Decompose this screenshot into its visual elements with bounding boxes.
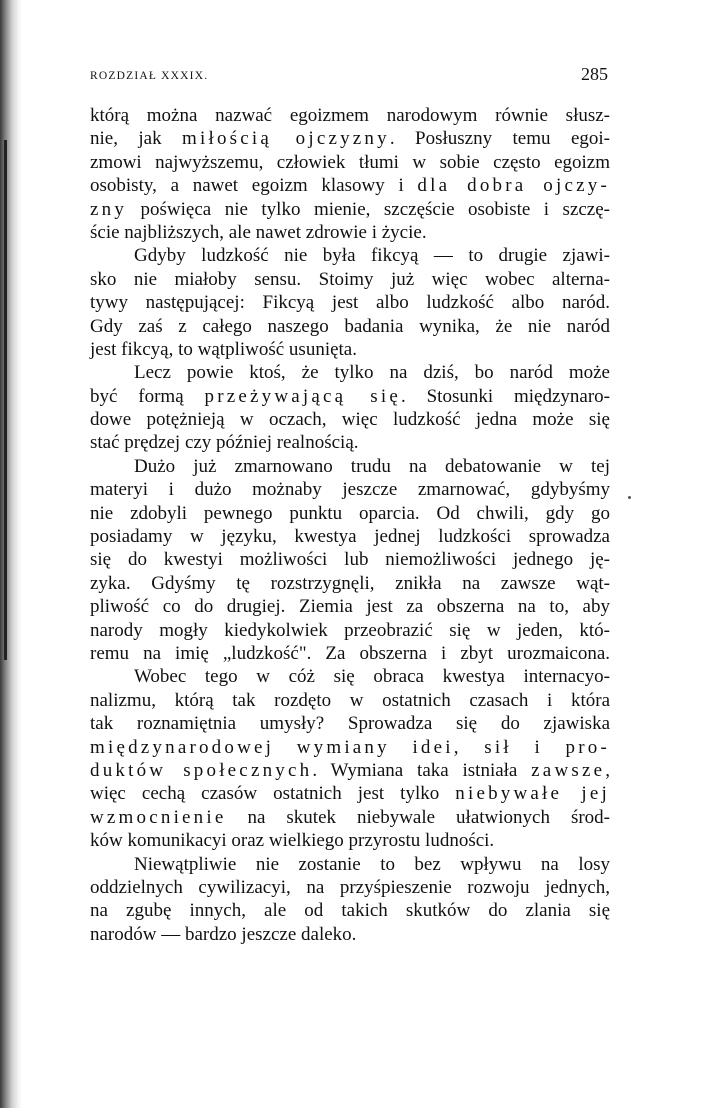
text-line: ście najbliższych, ale nawet zdrowie i życie.: [90, 221, 427, 243]
text-line: Gdy zaś z całego naszego badania wynika, że nie naród: [90, 315, 610, 337]
text-line: materyi i dużo możnaby jeszcze zmarnować, gdybyśmy: [90, 479, 610, 501]
spaced-emphasis: miłością ojczyzny: [182, 128, 390, 150]
text-line: stać prędzej czy później realnością.: [90, 432, 359, 454]
spaced-emphasis: międzynarodowej wymiany idei, sił i pro-: [90, 736, 610, 758]
text-line: zny poświęca nie tylko mienie, szczęście osobiste i szczę-: [90, 198, 610, 220]
text-line: wzmocnienie na skutek niebywale ułatwionych środ-: [90, 806, 610, 828]
spaced-emphasis: dla dobra ojczy-: [417, 175, 610, 197]
text-line: [90, 736, 610, 759]
spaced-emphasis: duktów społecznych: [90, 759, 313, 781]
paragraph-first-line: Gdyby ludzkość nie była fikcyą — to drugie zjawi-: [134, 245, 610, 267]
paragraph-first-line: Wobec tego w cóż się obraca kwestya internacyo-: [134, 666, 610, 688]
paragraph-first-line: Lecz powie ktoś, że tylko na dziś, bo naród może: [134, 362, 610, 384]
text-line: osobisty, a nawet egoizm klasowy i dla dobra ojczy-: [90, 175, 610, 197]
text-line: nie zdobyli pewnego punktu oparcia. Od chwili, gdy go: [90, 502, 610, 524]
page-number: 285: [581, 64, 608, 84]
paper-speck: [628, 496, 631, 499]
text-line: którą można nazwać egoizmem narodowym równie słusz-: [90, 105, 610, 126]
text-line: jest fikcyą, to wątpliwość usunięta.: [90, 338, 357, 360]
spaced-emphasis: niebywałe jej: [455, 783, 610, 805]
text-line: więc cechą czasów ostatnich jest tylko niebywałe jej: [90, 783, 610, 805]
gutter-edge-mark: [4, 140, 7, 660]
text-line: nalizmu, którą tak rozdęto w ostatnich czasach i która: [90, 689, 610, 711]
text-line: zmowi najwyższemu, człowiek tłumi w sobie często egoizm: [90, 151, 610, 173]
text-line: ków komunikacyi oraz wielkiego przyrostu ludności.: [90, 830, 495, 852]
text-line: posiadamy w języku, kwestya jednej ludzkości sprowadza: [90, 526, 610, 548]
text-line: narodów — bardzo jeszcze daleko.: [90, 923, 357, 945]
text-line: remu na imię „ludzkość". Za obszerna i zbyt urozmaicona.: [90, 642, 610, 664]
page-header: [90, 64, 608, 88]
spaced-emphasis: przeżywającą się: [204, 385, 402, 407]
text-line: tak roznamiętnia umysły? Sprowadza się do zjawiska: [90, 713, 610, 735]
paragraph-first-line: Dużo już zmarnowano trudu na debatowanie w tej: [134, 455, 610, 477]
running-head: ROZDZIAŁ XXXIX.: [90, 70, 209, 82]
text-line: duktów społecznych. Wymiana taka istniała zawsze,: [90, 759, 610, 781]
text-line: pliwość co do drugiej. Ziemia jest za obszerna na to, aby: [90, 596, 610, 618]
body-text: [90, 104, 610, 946]
spaced-emphasis: wzmocnienie: [90, 806, 227, 828]
text-line: być formą przeżywającą się. Stosunki międzynaro-: [90, 385, 610, 407]
text-line: na zgubę innych, ale od takich skutków do zlania się: [90, 900, 610, 922]
spaced-emphasis: zawsze: [531, 759, 606, 781]
paragraph-first-line: Niewątpliwie nie zostanie to bez wpływu na losy: [134, 853, 610, 875]
text-line: tywy następującej: Fikcyą jest albo ludzkość albo naród.: [90, 292, 610, 314]
text-line: sko nie miałoby sensu. Stoimy już więc wobec alterna-: [90, 268, 610, 290]
text-line: dowe potężnieją w oczach, więc ludzkość jedna może się: [90, 409, 610, 431]
text-line: zyka. Gdyśmy tę rozstrzygnęli, znikła na zawsze wąt-: [90, 572, 610, 594]
text-line: narody mogły kiedykolwiek przeobrazić się w jeden, któ-: [90, 619, 610, 641]
text-line: oddzielnych cywilizacyi, na przyśpieszenie rozwoju jednych,: [90, 876, 610, 898]
text-line: się do kwestyi możliwości lub niemożliwości jednego ję-: [90, 549, 610, 571]
spaced-emphasis: zny: [90, 198, 128, 220]
text-line: nie, jak miłością ojczyzny. Posłuszny temu egoi-: [90, 128, 610, 150]
